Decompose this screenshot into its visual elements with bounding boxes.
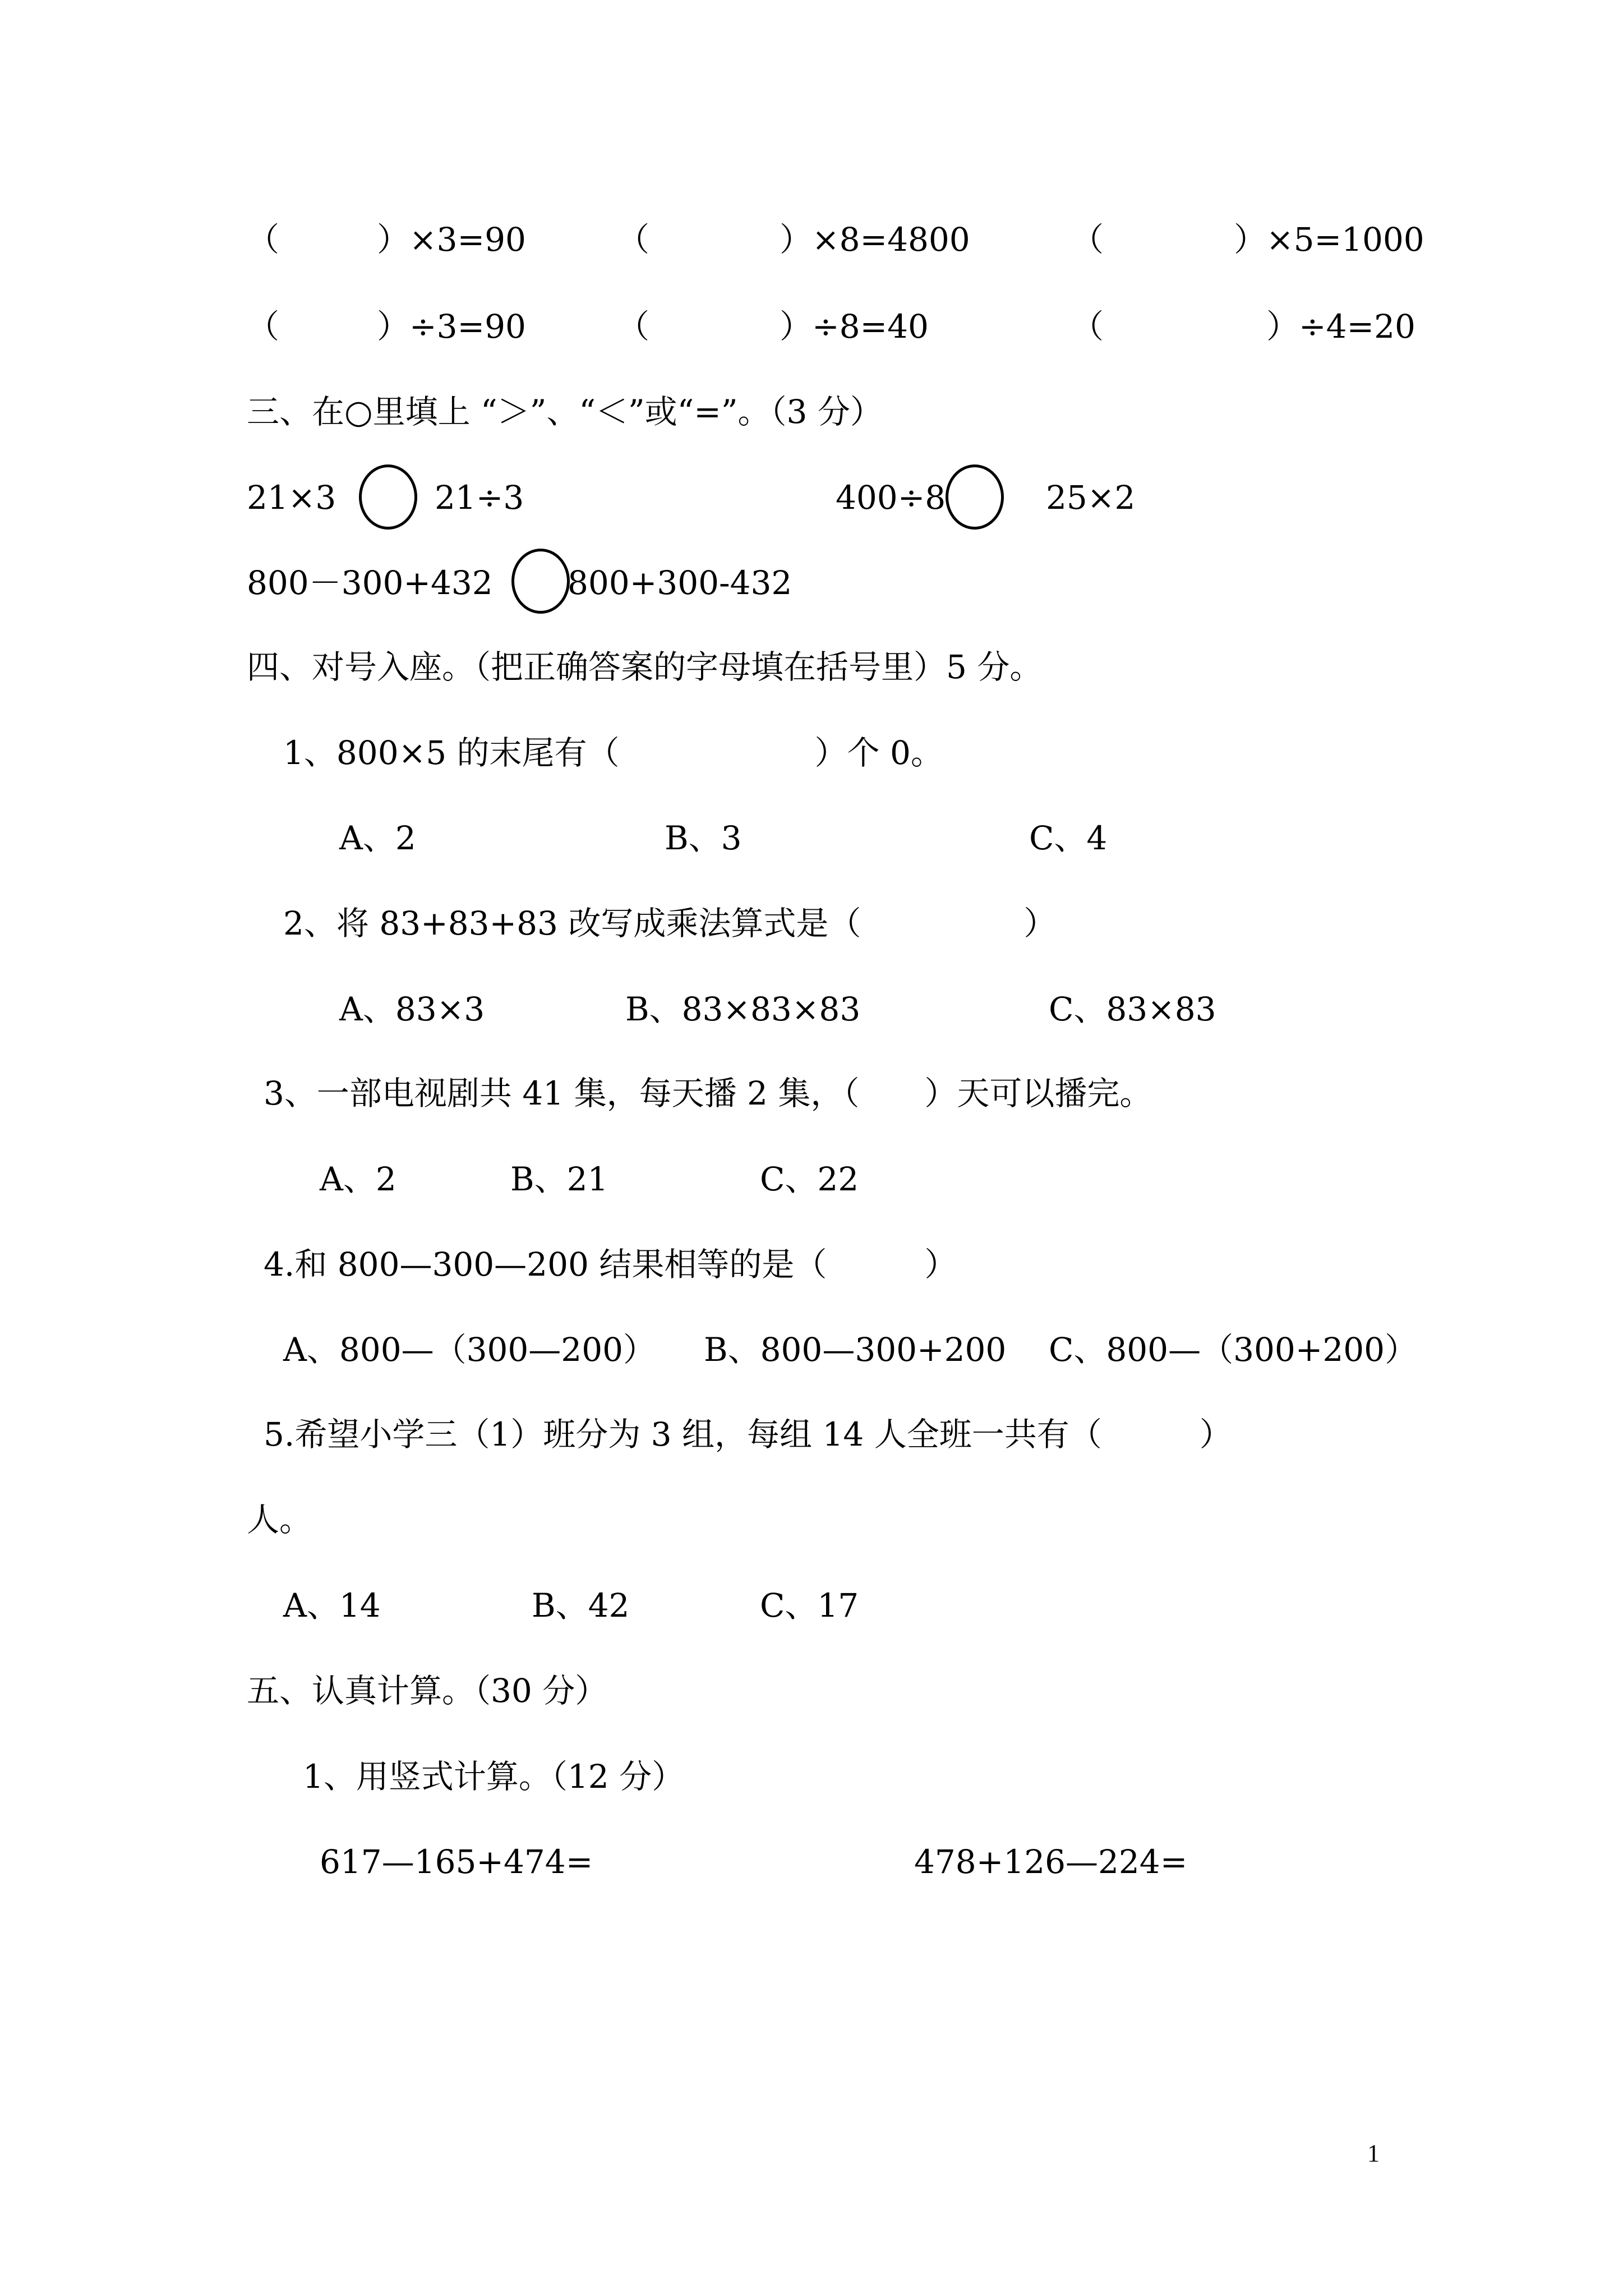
section4-title: 四、对号入座。（把正确答案的字母填在括号里）5 分。 xyxy=(247,648,1043,686)
fill-row1-b: （ ）×8=4800 xyxy=(617,220,970,259)
compare-2-right: 25×2 xyxy=(1046,478,1136,517)
compare-3-right: 800+300-432 xyxy=(568,564,792,602)
q3-option-a: A、2 xyxy=(320,1160,396,1198)
q5-option-c: C、17 xyxy=(760,1586,859,1625)
calc-expr-1: 617—165+474= xyxy=(320,1843,593,1881)
q3-option-c: C、22 xyxy=(760,1160,859,1198)
compare-3-circle[interactable] xyxy=(511,549,570,614)
compare-1-left: 21×3 xyxy=(247,478,336,517)
fill-row2-c: （ ）÷4=20 xyxy=(1071,307,1415,346)
fill-row2-a: （ ）÷3=90 xyxy=(247,307,526,346)
compare-1-circle[interactable] xyxy=(359,464,417,530)
calc-expr-2: 478+126—224= xyxy=(914,1843,1188,1881)
q1-option-c: C、4 xyxy=(1029,819,1108,857)
q5-option-a: A、14 xyxy=(283,1586,381,1625)
q4-option-b: B、800—300+200 xyxy=(704,1331,1007,1369)
q4-option-c: C、800—（300+200） xyxy=(1049,1331,1418,1369)
fill-row1-c: （ ）×5=1000 xyxy=(1071,220,1424,259)
question-5-continuation: 人。 xyxy=(247,1501,312,1539)
compare-1-right: 21÷3 xyxy=(435,478,524,517)
section5-title: 五、认真计算。（30 分） xyxy=(247,1672,608,1710)
section3-title: 三、在○里填上 “＞”、“＜”或“=”。（3 分） xyxy=(247,393,883,431)
q1-option-b: B、3 xyxy=(665,819,742,857)
compare-3-left: 800－300+432 xyxy=(247,564,493,602)
compare-2-left: 400÷8 xyxy=(836,478,946,517)
question-2: 2、将 83+83+83 改写成乘法算式是（ ） xyxy=(283,904,1057,942)
q2-option-b: B、83×83×83 xyxy=(625,990,861,1028)
fill-row1-a: （ ）×3=90 xyxy=(247,220,526,259)
q1-option-a: A、2 xyxy=(339,819,416,857)
section5-sub1: 1、用竖式计算。（12 分） xyxy=(303,1757,685,1796)
q4-option-a: A、800—（300—200） xyxy=(283,1331,656,1369)
question-1: 1、800×5 的末尾有（ ）个 0。 xyxy=(283,734,943,772)
question-3: 3、一部电视剧共 41 集，每天播 2 集，（ ）天可以播完。 xyxy=(264,1074,1152,1112)
q5-option-b: B、42 xyxy=(532,1586,630,1625)
q2-option-a: A、83×3 xyxy=(339,990,485,1028)
q2-option-c: C、83×83 xyxy=(1049,990,1216,1028)
q3-option-b: B、21 xyxy=(510,1160,608,1198)
question-5: 5.希望小学三（1）班分为 3 组，每组 14 人全班一共有（ ） xyxy=(264,1415,1232,1453)
compare-2-circle[interactable] xyxy=(946,464,1004,530)
question-4: 4.和 800—300—200 结果相等的是（ ） xyxy=(264,1245,957,1283)
page-number: 1 xyxy=(1367,2139,1380,2167)
fill-row2-b: （ ）÷8=40 xyxy=(617,307,929,346)
